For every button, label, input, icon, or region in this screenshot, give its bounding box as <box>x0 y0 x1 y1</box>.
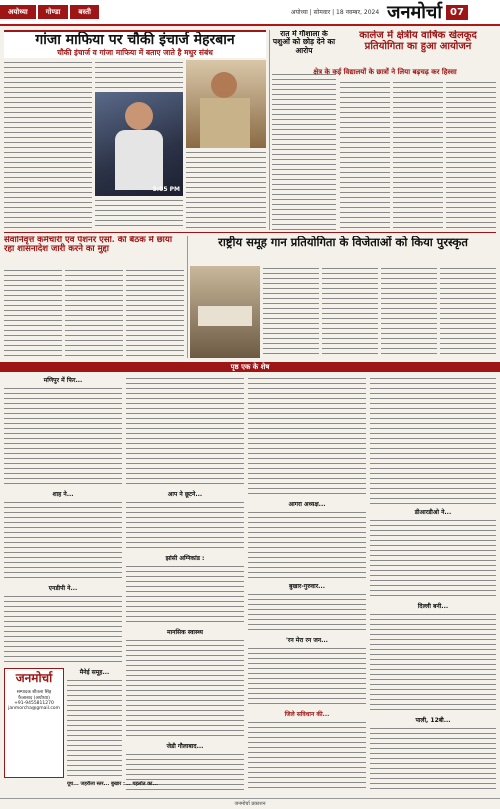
cont-heading-5: मानसिक स्वास्थ्य <box>166 629 203 636</box>
story5-col3 <box>381 266 437 358</box>
story3-header <box>340 30 496 64</box>
divider <box>269 30 270 230</box>
section-tab-basti[interactable]: बस्ती <box>70 5 99 19</box>
date-line: अयोध्या | सोमवार | 18 नवम्बर, 2024 <box>290 9 380 16</box>
cont-heading-16: बुखार :... <box>110 781 131 787</box>
story3-col1 <box>340 80 390 230</box>
story2-headline: रात में गौशाला के पशुओं को छोड़ देने का आरोप <box>272 30 336 55</box>
cont-heading-9: डीआरडीओ ने... <box>414 509 452 516</box>
story5-header <box>190 236 496 264</box>
story1-header <box>4 30 266 58</box>
cont-heading-17: गहलोत का... <box>132 781 159 787</box>
page-footer: जनमोर्चा प्रकाशन <box>0 798 500 809</box>
continued-band: पृष्ठ एक के शेष <box>0 362 500 372</box>
story1-photo <box>95 92 183 196</box>
page-header <box>0 0 500 26</box>
story5-col4 <box>440 266 496 358</box>
imprint-line: फैजाबाद (अयोध्या) <box>18 696 50 701</box>
imprint-line: सम्पादक शीतला सिंह <box>16 690 52 695</box>
story5-photo <box>190 266 260 358</box>
masthead: जनमोर्चा <box>387 2 443 23</box>
cont-heading-19: पाली, 12बी... <box>415 717 451 724</box>
story1-col3 <box>186 150 266 230</box>
cont-heading-7: बुखार-गुरुवार... <box>289 583 325 590</box>
section-tab-ayodhya[interactable]: अयोध्या <box>0 5 36 19</box>
cont-heading-18: जिले सविधान की... <box>284 711 330 718</box>
story3-col2 <box>393 80 443 230</box>
cont-heading-3: झांसी अग्निकांड : <box>165 555 205 562</box>
story3-headline: कालेज में क्षेत्रीय वार्षिक खेलकूद प्रतियोगिता का हुआ आयोजन <box>359 30 477 52</box>
story3-col3 <box>446 80 496 230</box>
cont-heading-6: आगरा अध्यक्ष... <box>288 501 326 508</box>
story5-headline: राष्ट्रीय समूह गान प्रतियोगिता के विजेताओं को किया पुरस्कृत <box>218 236 468 249</box>
cont-col2 <box>126 376 244 796</box>
misc-headings <box>67 781 247 791</box>
page-number: 07 <box>446 5 468 20</box>
cont-heading-12: 'रन मेरा रन जन... <box>286 637 328 644</box>
story5-col2 <box>322 266 378 358</box>
story4-col3 <box>126 268 184 358</box>
section-tab-gonda[interactable]: गोण्डा <box>38 5 69 19</box>
story4-col1 <box>4 268 62 358</box>
cont-col3 <box>248 376 366 796</box>
story1-photo2 <box>186 60 266 148</box>
story4-col2 <box>65 268 123 358</box>
story1-col1 <box>4 60 92 230</box>
story2-header <box>272 30 336 70</box>
story1-col2 <box>95 60 183 90</box>
story1-headline: गांजा माफिया पर चौकी इंचार्ज मेहरबान <box>35 32 235 48</box>
divider <box>187 236 188 358</box>
cont-heading-13: मैनेई समूह... <box>79 669 110 676</box>
story2-body <box>272 72 336 230</box>
cont-heading-4: शाह ने... <box>52 491 74 498</box>
cont-heading-14: जेडी गौलाबाद... <box>166 743 204 750</box>
cont-col4 <box>370 376 496 796</box>
story4-headline: सेवानिवृत्त कर्मचारी एवं पेंशनर एसो. की बैठक में छाया रहा शासनादेश जारी करने का मुद्दा <box>4 236 173 255</box>
cont-heading-10: दिल्ली बनी... <box>417 603 449 610</box>
imprint-line: janmorcha@gmail.com <box>8 706 60 711</box>
divider <box>4 232 496 233</box>
story3-subhead-row <box>274 67 496 77</box>
story3-subhead: क्षेत्र के कई विद्यालयों के छात्रों ने लिया बढ़चढ़ कर हिस्सा <box>313 67 457 76</box>
photo-timestamp: 5:05 PM <box>152 186 180 193</box>
cont-heading-11: यूथ... <box>67 781 79 787</box>
story4-header <box>4 236 184 266</box>
imprint-line: +91-9455811270 <box>14 701 54 706</box>
cont-heading-8: एनडीपी ने... <box>48 585 78 592</box>
cont-col1b <box>67 668 122 778</box>
story1-subhead: चौकी इंचार्ज व गांजा माफिया में बताए जाते है मधुर संबंध <box>57 48 213 58</box>
cont-heading-2: आप ने छूटने... <box>167 491 203 498</box>
cont-heading-1: मणिपुर में फिर... <box>43 377 83 384</box>
imprint-logo: जनमोर्चा <box>15 671 53 685</box>
imprint-box <box>4 668 64 778</box>
story1-col2b <box>95 198 183 230</box>
cont-heading-15: जहरीला स्तर... <box>80 781 110 787</box>
story5-col1 <box>263 266 319 358</box>
